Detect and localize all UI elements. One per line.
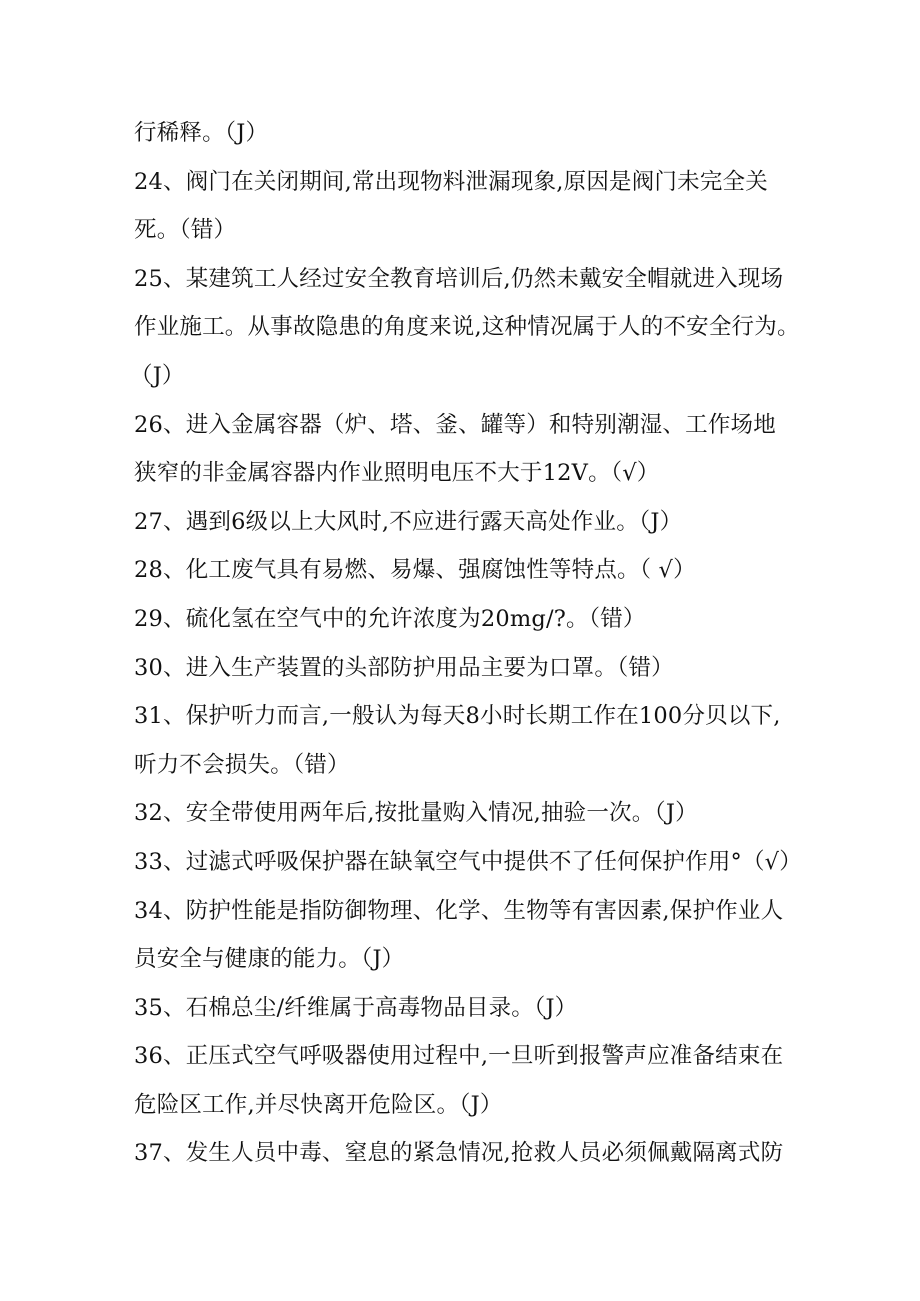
question-34-line-1: 34、防护性能是指防御物理、化学、生物等有害因素,保护作业人 [134, 897, 784, 924]
question-25-line-1: 25、某建筑工人经过安全教育培训后,仍然未戴安全帽就进入现场 [134, 265, 784, 292]
question-24-line-1: 24、阀门在关闭期间,常出现物料泄漏现象,原因是阀门未完全关 [134, 168, 768, 195]
question-30: 30、进入生产装置的头部防护用品主要为口罩。（错） [134, 654, 674, 681]
question-26-line-1: 26、进入金属容器（炉、塔、釜、罐等）和特别潮湿、工作场地 [134, 411, 776, 438]
question-28: 28、化工废气具有易燃、易爆、强腐蚀性等特点。（ √） [134, 557, 696, 584]
question-36-line-1: 36、正压式空气呼吸器使用过程中,一旦听到报警声应准备结束在 [134, 1043, 784, 1070]
question-24-line-2: 死。（错） [134, 217, 237, 244]
question-33: 33、过滤式呼吸保护器在缺氧空气中提供不了任何保护作用°（√） [134, 848, 802, 875]
document-body [130, 109, 802, 1178]
question-35: 35、石棉总尘/纤维属于高毒物品目录。（J） [134, 994, 578, 1021]
question-25-line-3: （J） [130, 362, 185, 389]
question-37-line-1: 37、发生人员中毒、窒息的紧急情况,抢救人员必须佩戴隔离式防 [134, 1140, 784, 1167]
question-27: 27、遇到6级以上大风时,不应进行露天高处作业。（J） [134, 508, 683, 535]
question-26-line-2: 狭窄的非金属容器内作业照明电压不大于12V。（√） [134, 460, 660, 487]
question-31-line-1: 31、保护听力而言,一般认为每天8小时长期工作在100分贝以下, [134, 703, 781, 730]
question-36-line-2: 危险区工作,并尽快离开危险区。（J） [134, 1091, 503, 1118]
question-29: 29、硫化氢在空气中的允许浓度为20mg/?。（错） [134, 605, 646, 632]
question-32: 32、安全带使用两年后,按批量购入情况,抽验一次。（J） [134, 800, 698, 827]
text-line-continuation-23: 行稀释。（J） [134, 120, 269, 146]
question-34-line-2: 员安全与健康的能力。（J） [134, 946, 405, 973]
question-31-line-2: 听力不会损失。（错） [134, 751, 350, 778]
question-25-line-2: 作业施工。从事故隐患的角度来说,这种情况属于人的不安全行为。 [134, 314, 800, 341]
